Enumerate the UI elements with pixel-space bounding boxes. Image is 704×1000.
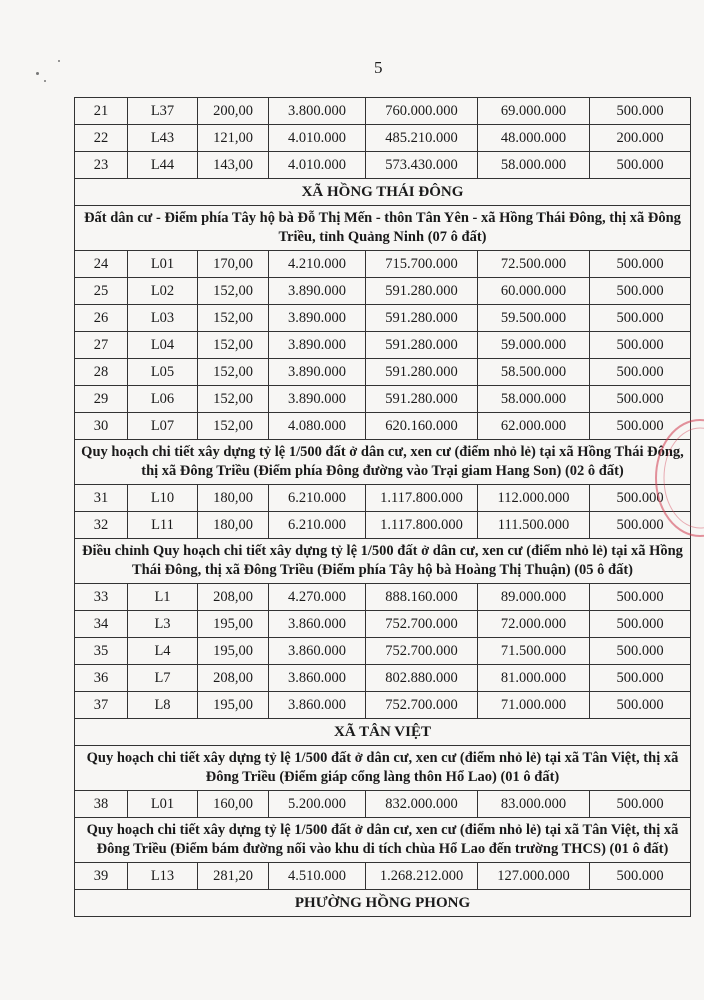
cell-stt: 35	[75, 638, 128, 665]
cell-fee: 500.000	[590, 98, 691, 125]
cell-stt: 36	[75, 665, 128, 692]
cell-total-price: 591.280.000	[366, 278, 478, 305]
cell-area: 195,00	[198, 611, 269, 638]
table-row	[75, 152, 691, 179]
cell-deposit: 72.000.000	[478, 611, 590, 638]
cell-deposit: 112.000.000	[478, 485, 590, 512]
cell-lot-id: L01	[128, 791, 198, 818]
cell-lot-id: L8	[128, 692, 198, 719]
cell-stt: 26	[75, 305, 128, 332]
cell-fee: 500.000	[590, 611, 691, 638]
cell-deposit: 81.000.000	[478, 665, 590, 692]
scan-speck	[58, 60, 60, 62]
cell-total-price: 591.280.000	[366, 386, 478, 413]
cell-fee: 500.000	[590, 278, 691, 305]
cell-total-price: 888.160.000	[366, 584, 478, 611]
section-heading-row	[75, 179, 691, 206]
table-row	[75, 692, 691, 719]
cell-total-price: 573.430.000	[366, 152, 478, 179]
cell-total-price: 591.280.000	[366, 359, 478, 386]
cell-deposit: 71.000.000	[478, 692, 590, 719]
table-row	[75, 584, 691, 611]
cell-stt: 24	[75, 251, 128, 278]
cell-total-price: 752.700.000	[366, 611, 478, 638]
table-row	[75, 512, 691, 539]
page-number: 5	[374, 58, 383, 77]
cell-lot-id: L37	[128, 98, 198, 125]
cell-stt: 25	[75, 278, 128, 305]
cell-deposit: 60.000.000	[478, 278, 590, 305]
cell-unit-price: 3.890.000	[269, 278, 366, 305]
cell-total-price: 485.210.000	[366, 125, 478, 152]
cell-fee: 500.000	[590, 305, 691, 332]
cell-unit-price: 4.510.000	[269, 863, 366, 890]
cell-deposit: 111.500.000	[478, 512, 590, 539]
cell-deposit: 83.000.000	[478, 791, 590, 818]
cell-fee: 500.000	[590, 863, 691, 890]
cell-unit-price: 3.860.000	[269, 638, 366, 665]
cell-unit-price: 4.010.000	[269, 152, 366, 179]
cell-total-price: 802.880.000	[366, 665, 478, 692]
group-description-row	[75, 440, 691, 485]
table-row	[75, 638, 691, 665]
red-seal-stamp	[652, 416, 704, 540]
group-description: Quy hoạch chi tiết xây dựng tỷ lệ 1/500 đất ở dân cư, xen cư (điểm nhỏ lẻ) tại xã Tân Việt, thị xã Đông Triều (Điểm bám đường nối vào khu di tích chùa Hổ Lao đến trường THCS) (01 ô đất)	[75, 818, 691, 863]
cell-fee: 500.000	[590, 584, 691, 611]
cell-fee: 500.000	[590, 413, 691, 440]
section-heading-row	[75, 719, 691, 746]
cell-lot-id: L05	[128, 359, 198, 386]
cell-deposit: 58.000.000	[478, 152, 590, 179]
cell-unit-price: 6.210.000	[269, 485, 366, 512]
table-row	[75, 278, 691, 305]
table-row	[75, 98, 691, 125]
cell-fee: 500.000	[590, 152, 691, 179]
cell-fee: 200.000	[590, 125, 691, 152]
cell-area: 152,00	[198, 305, 269, 332]
cell-area: 180,00	[198, 485, 269, 512]
cell-fee: 500.000	[590, 512, 691, 539]
cell-area: 170,00	[198, 251, 269, 278]
cell-stt: 22	[75, 125, 128, 152]
cell-unit-price: 3.860.000	[269, 665, 366, 692]
cell-unit-price: 5.200.000	[269, 791, 366, 818]
cell-total-price: 591.280.000	[366, 305, 478, 332]
cell-deposit: 59.500.000	[478, 305, 590, 332]
section-heading: XÃ HỒNG THÁI ĐÔNG	[75, 179, 691, 206]
group-description-row	[75, 818, 691, 863]
scan-speck	[44, 80, 46, 82]
cell-stt: 39	[75, 863, 128, 890]
cell-unit-price: 3.800.000	[269, 98, 366, 125]
cell-lot-id: L02	[128, 278, 198, 305]
cell-area: 160,00	[198, 791, 269, 818]
group-description-row	[75, 206, 691, 251]
cell-unit-price: 4.080.000	[269, 413, 366, 440]
cell-total-price: 620.160.000	[366, 413, 478, 440]
cell-fee: 500.000	[590, 359, 691, 386]
cell-total-price: 1.268.212.000	[366, 863, 478, 890]
cell-lot-id: L3	[128, 611, 198, 638]
cell-area: 281,20	[198, 863, 269, 890]
table-row	[75, 359, 691, 386]
table-row	[75, 386, 691, 413]
cell-unit-price: 4.010.000	[269, 125, 366, 152]
group-description: Điều chỉnh Quy hoạch chi tiết xây dựng tỷ lệ 1/500 đất ở dân cư, xen cư (điểm nhỏ lẻ) tại xã Hồng Thái Đông, thị xã Đông Triều (Điểm phía Tây hộ bà Hoàng Thị Thuận) (05 ô đất)	[75, 539, 691, 584]
cell-lot-id: L1	[128, 584, 198, 611]
section-heading: PHƯỜNG HỒNG PHONG	[75, 890, 691, 917]
cell-unit-price: 3.890.000	[269, 332, 366, 359]
cell-deposit: 48.000.000	[478, 125, 590, 152]
group-description-row	[75, 746, 691, 791]
cell-area: 208,00	[198, 584, 269, 611]
cell-stt: 33	[75, 584, 128, 611]
cell-unit-price: 3.860.000	[269, 611, 366, 638]
table-row	[75, 791, 691, 818]
cell-stt: 34	[75, 611, 128, 638]
cell-fee: 500.000	[590, 386, 691, 413]
cell-stt: 29	[75, 386, 128, 413]
cell-unit-price: 3.860.000	[269, 692, 366, 719]
cell-lot-id: L13	[128, 863, 198, 890]
cell-total-price: 591.280.000	[366, 332, 478, 359]
cell-deposit: 62.000.000	[478, 413, 590, 440]
cell-lot-id: L10	[128, 485, 198, 512]
table-row	[75, 305, 691, 332]
cell-area: 143,00	[198, 152, 269, 179]
cell-stt: 37	[75, 692, 128, 719]
group-description-row	[75, 539, 691, 584]
cell-deposit: 72.500.000	[478, 251, 590, 278]
group-description: Quy hoạch chi tiết xây dựng tỷ lệ 1/500 đất ở dân cư, xen cư (điểm nhỏ lẻ) tại xã Hồng Thái Đông, thị xã Đông Triều (Điểm phía Đông đường vào Trại giam Hang Son) (02 ô đất)	[75, 440, 691, 485]
cell-unit-price: 4.270.000	[269, 584, 366, 611]
cell-stt: 23	[75, 152, 128, 179]
cell-deposit: 69.000.000	[478, 98, 590, 125]
cell-total-price: 715.700.000	[366, 251, 478, 278]
cell-area: 208,00	[198, 665, 269, 692]
cell-stt: 32	[75, 512, 128, 539]
cell-area: 121,00	[198, 125, 269, 152]
cell-area: 195,00	[198, 692, 269, 719]
cell-total-price: 1.117.800.000	[366, 512, 478, 539]
cell-lot-id: L7	[128, 665, 198, 692]
cell-lot-id: L11	[128, 512, 198, 539]
cell-area: 152,00	[198, 332, 269, 359]
cell-total-price: 832.000.000	[366, 791, 478, 818]
cell-unit-price: 6.210.000	[269, 512, 366, 539]
land-lot-table	[74, 97, 691, 917]
cell-stt: 31	[75, 485, 128, 512]
cell-area: 152,00	[198, 386, 269, 413]
cell-unit-price: 3.890.000	[269, 386, 366, 413]
cell-unit-price: 3.890.000	[269, 305, 366, 332]
table-row	[75, 611, 691, 638]
cell-lot-id: L4	[128, 638, 198, 665]
cell-deposit: 127.000.000	[478, 863, 590, 890]
table-row	[75, 251, 691, 278]
cell-fee: 500.000	[590, 485, 691, 512]
cell-lot-id: L06	[128, 386, 198, 413]
cell-deposit: 58.000.000	[478, 386, 590, 413]
cell-deposit: 58.500.000	[478, 359, 590, 386]
cell-stt: 30	[75, 413, 128, 440]
cell-lot-id: L01	[128, 251, 198, 278]
cell-total-price: 1.117.800.000	[366, 485, 478, 512]
cell-stt: 21	[75, 98, 128, 125]
table-row	[75, 413, 691, 440]
table-row	[75, 332, 691, 359]
section-heading-row	[75, 890, 691, 917]
table-row	[75, 485, 691, 512]
table-row	[75, 863, 691, 890]
cell-fee: 500.000	[590, 332, 691, 359]
cell-lot-id: L43	[128, 125, 198, 152]
cell-area: 180,00	[198, 512, 269, 539]
cell-stt: 27	[75, 332, 128, 359]
cell-area: 195,00	[198, 638, 269, 665]
cell-area: 152,00	[198, 413, 269, 440]
cell-fee: 500.000	[590, 791, 691, 818]
section-heading: XÃ TÂN VIỆT	[75, 719, 691, 746]
group-description: Quy hoạch chi tiết xây dựng tỷ lệ 1/500 đất ở dân cư, xen cư (điểm nhỏ lẻ) tại xã Tân Việt, thị xã Đông Triều (Điểm giáp cổng làng thôn Hổ Lao) (01 ô đất)	[75, 746, 691, 791]
cell-fee: 500.000	[590, 251, 691, 278]
scan-speck	[36, 72, 39, 75]
cell-deposit: 89.000.000	[478, 584, 590, 611]
cell-fee: 500.000	[590, 665, 691, 692]
cell-deposit: 71.500.000	[478, 638, 590, 665]
cell-lot-id: L07	[128, 413, 198, 440]
cell-area: 200,00	[198, 98, 269, 125]
cell-fee: 500.000	[590, 638, 691, 665]
cell-unit-price: 4.210.000	[269, 251, 366, 278]
cell-total-price: 752.700.000	[366, 638, 478, 665]
cell-area: 152,00	[198, 278, 269, 305]
table-row	[75, 125, 691, 152]
cell-deposit: 59.000.000	[478, 332, 590, 359]
cell-total-price: 760.000.000	[366, 98, 478, 125]
cell-unit-price: 3.890.000	[269, 359, 366, 386]
cell-stt: 38	[75, 791, 128, 818]
table-row	[75, 665, 691, 692]
cell-stt: 28	[75, 359, 128, 386]
cell-lot-id: L44	[128, 152, 198, 179]
cell-area: 152,00	[198, 359, 269, 386]
cell-lot-id: L04	[128, 332, 198, 359]
cell-lot-id: L03	[128, 305, 198, 332]
cell-fee: 500.000	[590, 692, 691, 719]
group-description: Đất dân cư - Điểm phía Tây hộ bà Đỗ Thị Mến - thôn Tân Yên - xã Hồng Thái Đông, thị xã Đông Triều, tỉnh Quảng Ninh (07 ô đất)	[75, 206, 691, 251]
cell-total-price: 752.700.000	[366, 692, 478, 719]
